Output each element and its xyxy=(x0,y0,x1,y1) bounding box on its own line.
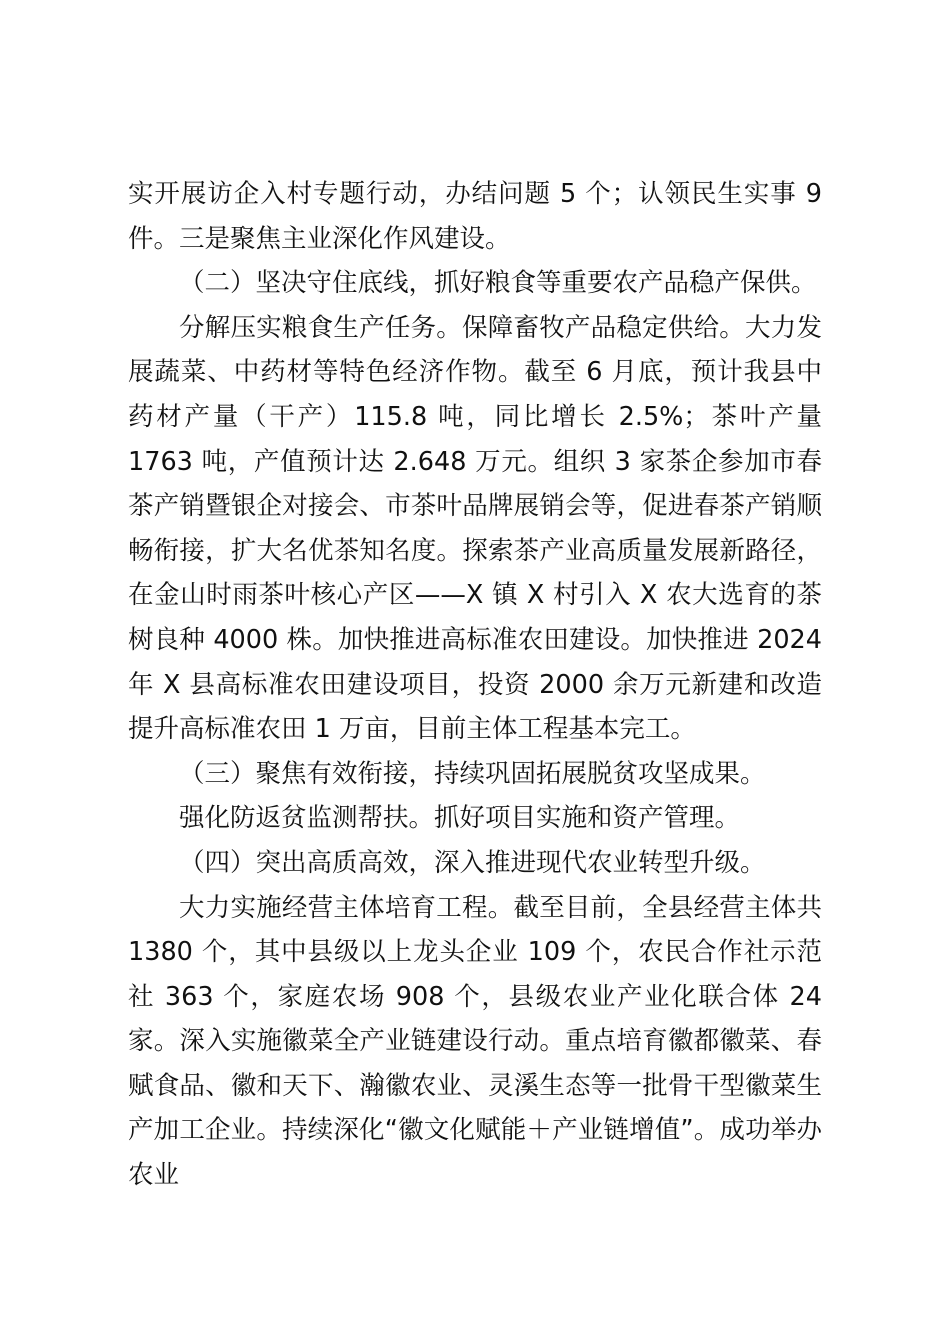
section-heading-4: （四）突出高质高效，深入推进现代农业转型升级。 xyxy=(179,847,766,878)
paragraph-business-cultivation: 大力实施经营主体培育工程。截至目前，全县经营主体共 1380 个，其中县级以上龙头企业 109 个，农民合作社示范社 363 个，家庭农场 908 个，县级农业产业化联合体 24 家。深入实施徽菜全产业链建设行动。重点培育徽都徽菜、春赋食品、徽和天下、瀚徽农业、灵溪生态等一批骨干型徽菜生产加工企业。持续深化“徽文化赋能＋产业链增值”。成功举办农业 xyxy=(128,892,822,1191)
paragraph-continuation: 实开展访企入村专题行动，办结问题 5 个；认领民生实事 9 件。三是聚焦主业深化作风建设。 xyxy=(128,179,822,254)
section-heading-3: （三）聚焦有效衔接，持续巩固拓展脱贫攻坚成果。 xyxy=(179,758,766,789)
paragraph-poverty-monitoring: 强化防返贫监测帮扶。抓好项目实施和资产管理。 xyxy=(179,803,741,834)
document-body xyxy=(128,172,822,1198)
section-heading-2: （二）坚决守住底线，抓好粮食等重要农产品稳产保供。 xyxy=(179,268,817,299)
paragraph-grain-production: 分解压实粮食生产任务。保障畜牧产品稳定供给。大力发展蔬菜、中药材等特色经济作物。截至 6 月底，预计我县中药材产量（干产）115.8 吨，同比增长 2.5%；茶叶产量 1763 吨，产值预计达 2.648 万元。组织 3 家茶企参加市春茶产销暨银企对接会、市茶叶品牌展销会等，促进春茶产销顺畅衔接，扩大名优茶知名度。探索茶产业高质量发展新路径，在金山时雨茶叶核心产区——X 镇 X 村引入 X 农大选育的茶树良种 4000 株。加快推进高标准农田建设。加快推进 2024 年 X 县高标准农田建设项目，投资 2000 余万元新建和改造提升高标准农田 1 万亩，目前主体工程基本完工。 xyxy=(128,312,822,745)
